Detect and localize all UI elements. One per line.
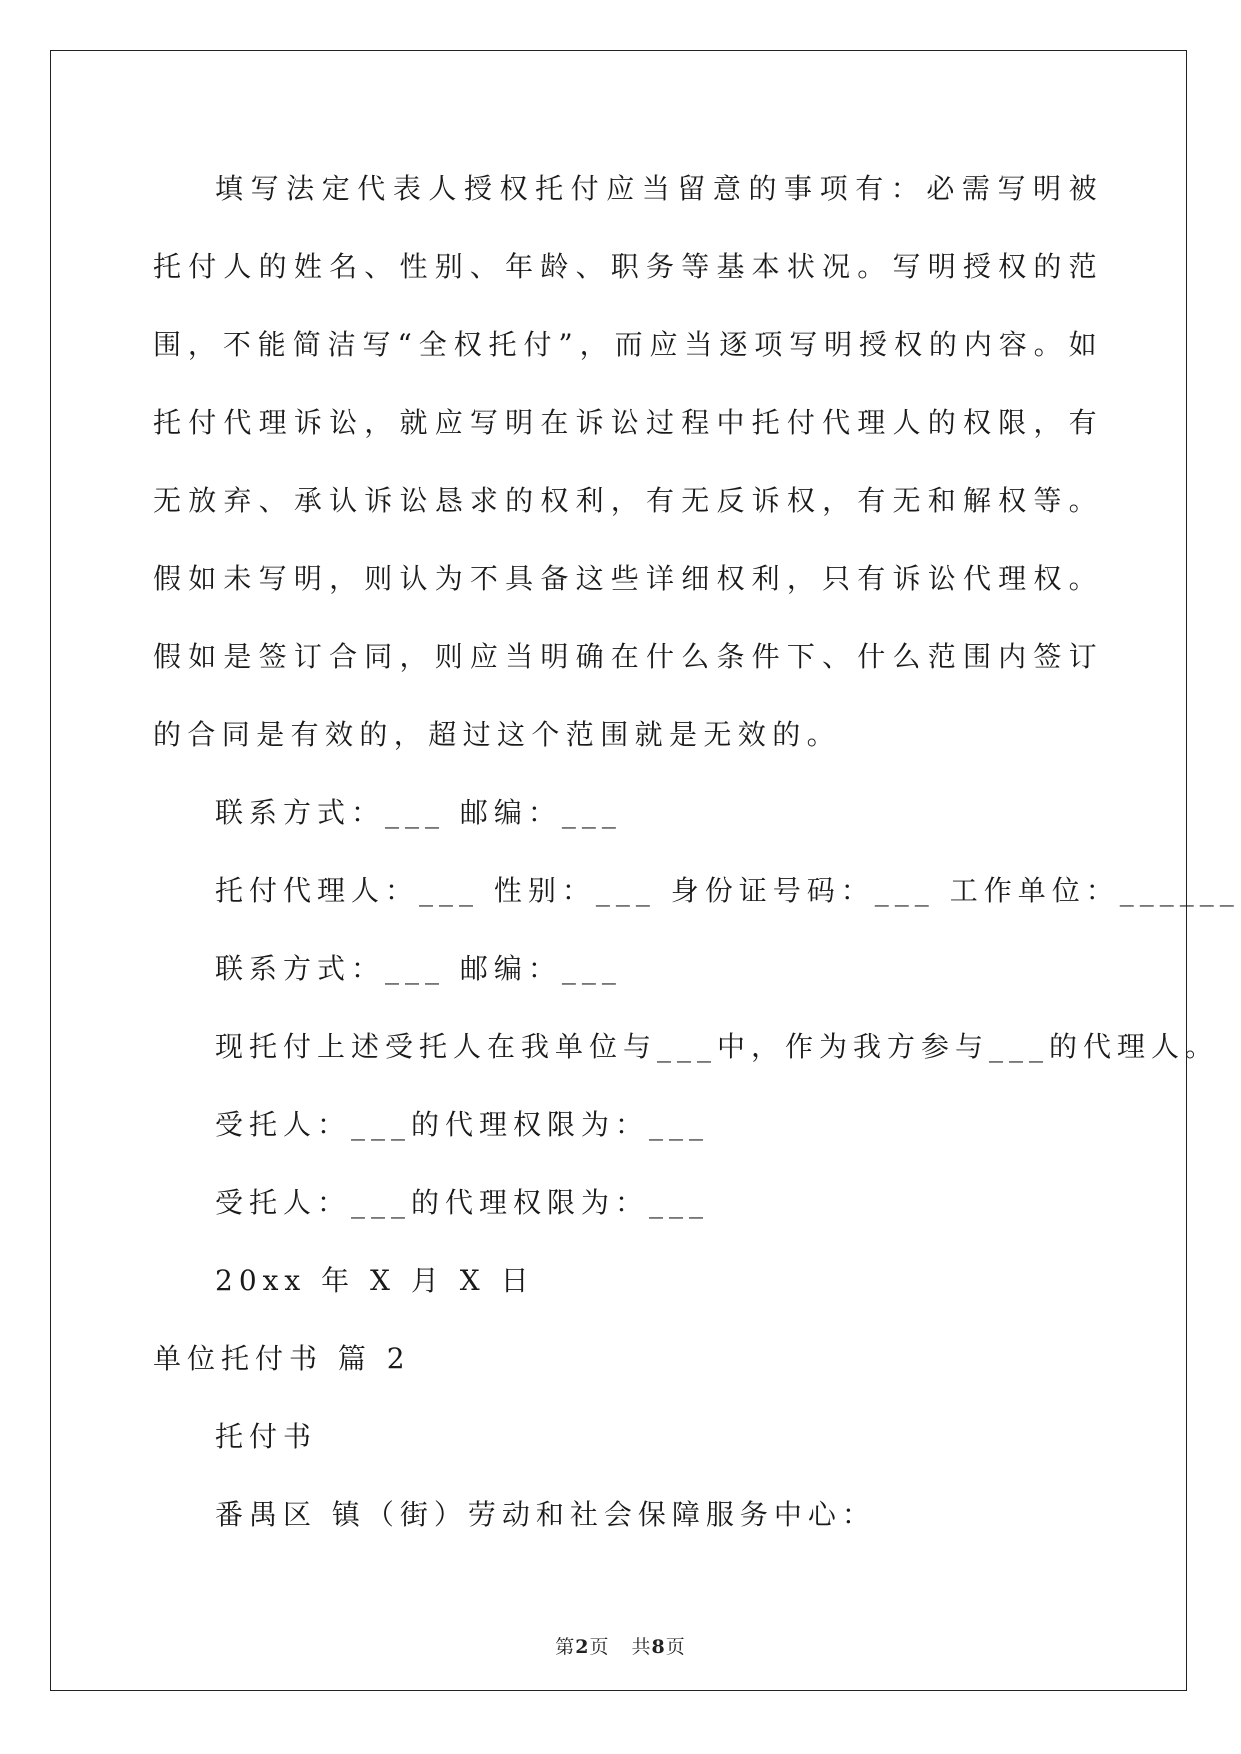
agent-info-line: 托付代理人：___ 性别：___ 身份证号码：___ 工作单位：______ bbox=[215, 874, 1240, 907]
section-heading: 单位托付书 篇 2 bbox=[153, 1342, 411, 1375]
total-prefix: 共 bbox=[631, 1636, 652, 1658]
authority-line: 受托人：___的代理权限为：___ bbox=[215, 1108, 710, 1141]
document-body bbox=[153, 150, 1240, 1554]
total-unit: 页 bbox=[665, 1636, 686, 1658]
addressee-line: 番禺区 镇（街）劳动和社会保障服务中心： bbox=[215, 1498, 876, 1531]
contact-line: 联系方式：___ 邮编：___ bbox=[215, 796, 622, 829]
authority-line: 受托人：___的代理权限为：___ bbox=[215, 1186, 710, 1219]
contact-line: 联系方式：___ 邮编：___ bbox=[215, 952, 622, 985]
entrust-statement: 现托付上述受托人在我单位与___中，作为我方参与___的代理人。 bbox=[215, 1030, 1220, 1063]
instructions-paragraph: 填写法定代表人授权托付应当留意的事项有：必需写明被托付人的姓名、性别、年龄、职务等基本状况。写明授权的范围，不能简洁写“全权托付”，而应当逐项写明授权的内容。如托付代理诉讼，就应写明在诉讼过程中托付代理人的权限，有无放弃、承认诉讼恳求的权利，有无反诉权，有无和解权等。假如未写明，则认为不具备这些详细权利，只有诉讼代理权。假如是签订合同，则应当明确在什么条件下、什么范围内签订的合同是有效的，超过这个范围就是无效的。 bbox=[153, 172, 1103, 751]
total-page-count: 8 bbox=[651, 1636, 666, 1658]
page-prefix: 第 bbox=[555, 1636, 576, 1658]
page-unit: 页 bbox=[589, 1636, 610, 1658]
page-footer bbox=[0, 1632, 1241, 1659]
current-page-number: 2 bbox=[575, 1636, 590, 1658]
letter-title: 托付书 bbox=[215, 1420, 318, 1453]
date-line: 20xx 年 X 月 X 日 bbox=[215, 1264, 535, 1297]
